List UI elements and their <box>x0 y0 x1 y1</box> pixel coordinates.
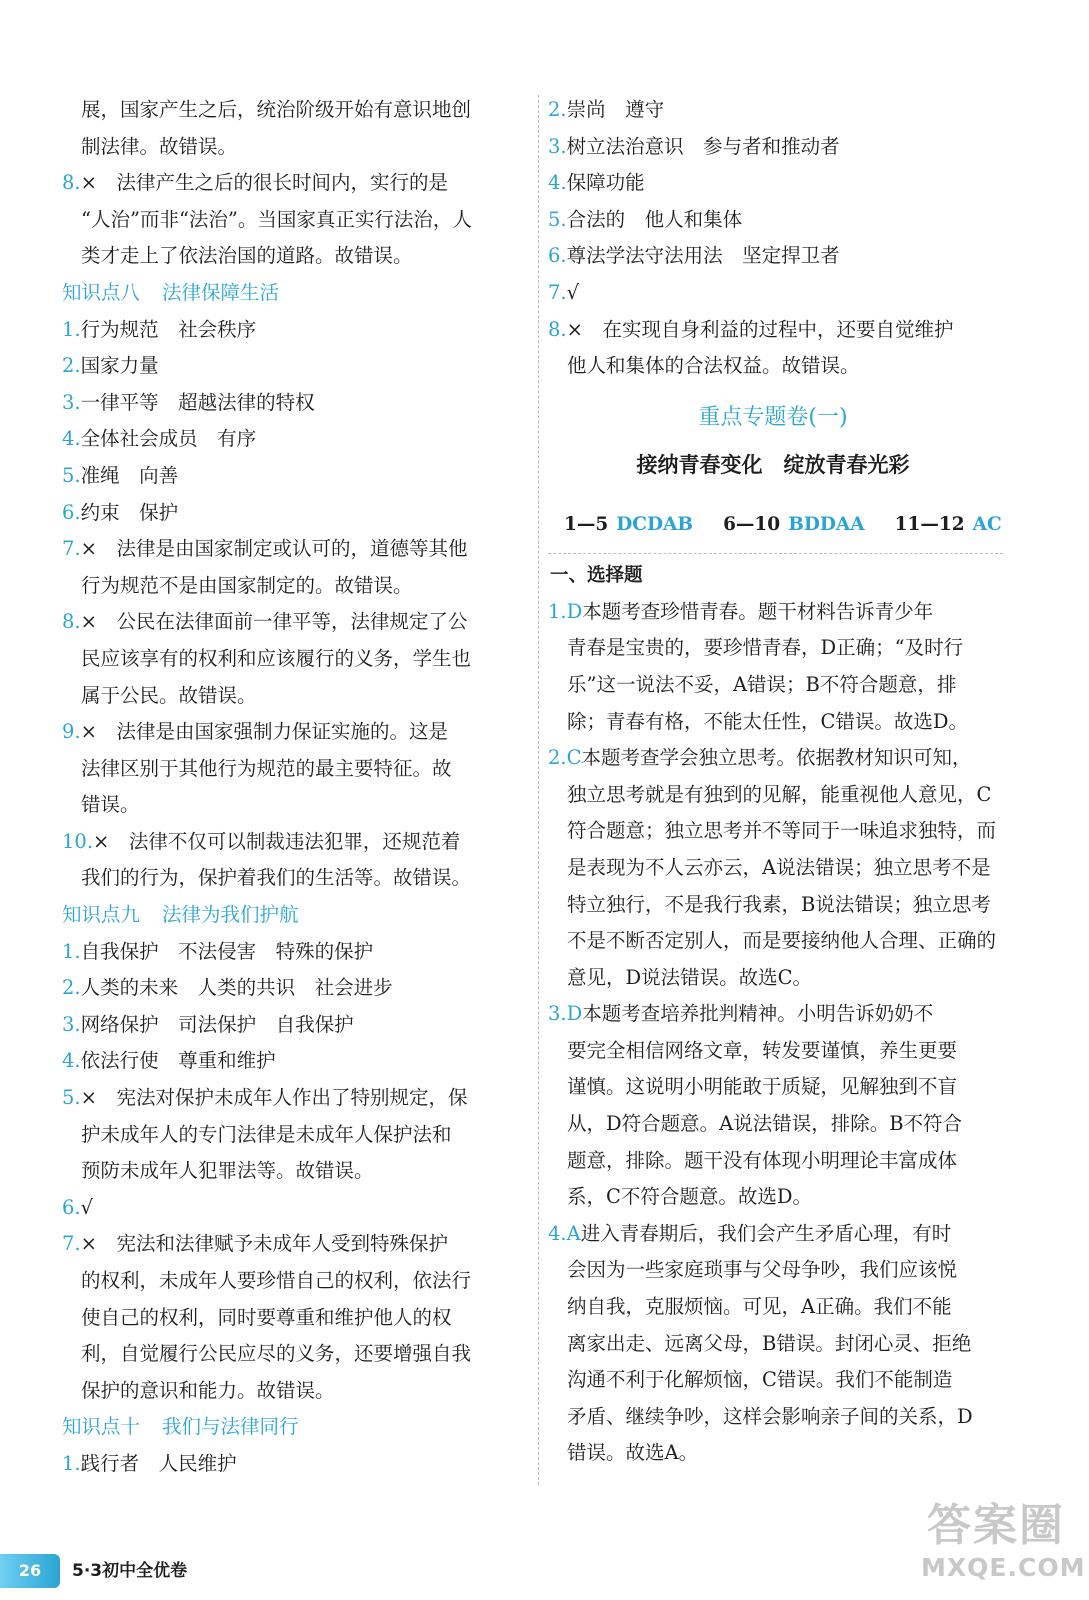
answer-line <box>548 1106 1018 1143</box>
answer-text: 符合题意；独立思考并不等同于一味追求独特，而 <box>567 819 997 843</box>
answer-line <box>62 604 524 641</box>
answer-text: 沟通不利于化解烦恼，C错误。我们不能制造 <box>567 1368 953 1392</box>
item-number: 9. <box>62 720 81 744</box>
answer-text: 要完全相信网络文章，转发要谨慎，养生更要 <box>567 1038 958 1062</box>
answer-text: 依法行使 尊重和维护 <box>80 1049 276 1073</box>
answer-text: 展，国家产生之后，统治阶级开始有意识地创 <box>81 98 472 121</box>
answer-text: 本题考查培养批判精神。小明告诉奶奶不 <box>582 1002 934 1026</box>
answer-text: 谨慎。这说明小明能敢于质疑，见解独到不盲 <box>567 1075 958 1099</box>
answer-text: 系，C不符合题意。故选D。 <box>567 1185 813 1209</box>
answer-line <box>62 714 524 751</box>
answer-text: 一律平等 超越法律的特权 <box>80 390 315 414</box>
answer-line <box>62 385 524 422</box>
answer-line <box>62 1007 524 1044</box>
answer-line <box>62 1263 524 1300</box>
right-column <box>548 92 1018 1472</box>
item-number: 3. <box>62 390 81 414</box>
answer-text: × 法律是由国家强制力保证实施的。这是 <box>80 720 448 744</box>
item-number: 8. <box>62 171 81 195</box>
answer-line <box>62 678 524 715</box>
watermark-logo: 答案圈 <box>927 1500 1065 1551</box>
answer-line <box>62 202 524 239</box>
answer-text: 行为规范 社会秩序 <box>80 317 257 341</box>
answer-line <box>62 312 524 349</box>
answer-text: × 宪法和法律赋予未成年人受到特殊保护 <box>80 1232 448 1256</box>
item-number: 4. <box>62 427 81 451</box>
answer-line <box>62 1117 524 1154</box>
answer-text: 保护的意识和能力。故错误。 <box>81 1378 335 1402</box>
item-number: 3. <box>62 1012 81 1036</box>
answer-line <box>62 348 524 385</box>
answer-text: 人类的未来 人类的共识 社会进步 <box>80 976 393 1000</box>
answer-line <box>548 594 1018 631</box>
item-number: 2. <box>548 98 567 121</box>
item-number: 4. <box>548 171 567 195</box>
knowledge-point-name: 法律保障生活 <box>162 280 280 304</box>
column-divider <box>538 95 539 1485</box>
answer-key-group <box>895 514 1002 535</box>
answer-line <box>62 495 524 532</box>
answer-text: “人治”而非“法治”。当国家真正实行法治，人 <box>81 207 472 231</box>
answer-line <box>62 1190 524 1227</box>
item-number: 7. <box>548 280 567 304</box>
answer-line <box>548 165 1018 202</box>
answer-line <box>548 850 1018 887</box>
answer-text: 约束 保护 <box>80 500 179 524</box>
answer-text: 尊法学法守法用法 坚定捍卫者 <box>566 244 840 268</box>
answer-line <box>62 568 524 605</box>
answer-text: 题意，排除。题干没有体现小明理论丰富成体 <box>567 1148 958 1172</box>
answer-key-group <box>564 514 693 535</box>
answer-text: 预防未成年人犯罪法等。故错误。 <box>81 1159 374 1183</box>
answer-line <box>548 887 1018 924</box>
answer-text: 乐”这一说法不妥，A错误；B不符合题意，排 <box>567 672 957 696</box>
answer-text: 的权利，未成年人要珍惜自己的权利，依法行 <box>81 1269 472 1292</box>
part-heading: 一、选择题 <box>550 564 643 586</box>
item-number: 4.A <box>548 1221 581 1245</box>
answer-line <box>548 129 1018 166</box>
answer-line <box>548 1435 1018 1472</box>
item-number: 5. <box>548 207 567 231</box>
knowledge-point-heading <box>62 1409 524 1446</box>
item-number: 1. <box>62 939 81 963</box>
answer-text: 制法律。故错误。 <box>81 134 238 158</box>
answer-line <box>548 92 1018 129</box>
answer-line <box>548 1362 1018 1399</box>
answer-key-answers: DCDAB <box>616 513 694 535</box>
answer-line <box>62 165 524 202</box>
answer-text: 法律区别于其他行为规范的最主要特征。故 <box>81 756 452 780</box>
item-number: 8. <box>62 610 81 634</box>
answer-key-range: 11—12 <box>894 513 965 535</box>
answer-line <box>62 531 524 568</box>
item-number: 3. <box>548 134 567 158</box>
answer-line <box>62 238 524 275</box>
answer-text: 青春是宝贵的，要珍惜青春，D正确；“及时行 <box>567 636 964 660</box>
answer-key-range: 6—10 <box>723 513 781 535</box>
answer-line <box>62 641 524 678</box>
answer-text: 除；青春有格，不能太任性，C错误。故选D。 <box>567 709 969 733</box>
answer-text: 行为规范不是由国家制定的。故错误。 <box>81 573 413 597</box>
knowledge-point-heading <box>62 275 524 312</box>
item-number: 3.D <box>548 1002 583 1026</box>
answer-line <box>548 1326 1018 1363</box>
answer-text: 准绳 向善 <box>80 463 179 487</box>
answer-text: 国家力量 <box>80 354 159 378</box>
answer-line <box>62 1336 524 1373</box>
answer-text: 是表现为不人云亦云，A说法错误；独立思考不是 <box>567 855 991 879</box>
item-number: 4. <box>62 1049 81 1073</box>
answer-line <box>62 787 524 824</box>
answer-text: × 在实现自身利益的过程中，还要自觉维护 <box>566 317 954 341</box>
answer-line <box>548 1216 1018 1253</box>
item-number: 1.D <box>548 599 583 623</box>
answer-line <box>62 1153 524 1190</box>
answer-text: 网络保护 司法保护 自我保护 <box>80 1012 354 1036</box>
answer-text: 自我保护 不法侵害 特殊的保护 <box>80 939 374 963</box>
answer-line <box>62 860 524 897</box>
knowledge-point-heading <box>62 897 524 934</box>
item-number: 6. <box>548 244 567 268</box>
answer-text: × 法律产生之后的很长时间内，实行的是 <box>80 171 448 195</box>
right-top-list <box>548 92 1018 385</box>
answer-text: 类才走上了依法治国的道路。故错误。 <box>81 244 413 268</box>
answer-line <box>548 996 1018 1033</box>
item-number: 2. <box>62 976 81 1000</box>
answer-text: 纳自我，克服烦恼。可见，A正确。我们不能 <box>567 1295 952 1319</box>
item-number: 2. <box>62 354 81 378</box>
answer-line <box>548 704 1018 741</box>
item-number: 6. <box>62 500 81 524</box>
item-number: 5. <box>62 463 81 487</box>
page-footer <box>0 1554 250 1588</box>
answer-text: 不是不断否定别人，而是要接纳他人合理、正确的 <box>567 929 997 953</box>
answer-line <box>62 458 524 495</box>
answer-text: 本题考查珍惜青春。题干材料告诉青少年 <box>582 599 934 623</box>
right-bottom-list <box>548 594 1018 1472</box>
answer-line <box>62 92 524 129</box>
answer-text: 民应该享有的权利和应该履行的义务，学生也 <box>81 646 472 670</box>
item-number: 6. <box>62 1195 81 1219</box>
answer-key-answers: AC <box>972 513 1002 535</box>
answer-line <box>62 934 524 971</box>
answer-text: 会因为一些家庭琐事与父母争吵，我们应该悦 <box>567 1258 958 1282</box>
answer-line <box>548 740 1018 777</box>
answer-text: √ <box>80 1195 94 1219</box>
answer-text: 意见，D说法错误。故选C。 <box>567 965 813 989</box>
answer-key-answers: BDDAA <box>788 513 865 535</box>
answer-text: 矛盾、继续争吵，这样会影响亲子间的关系，D <box>567 1404 973 1428</box>
watermark <box>921 1500 1086 1592</box>
knowledge-point-label: 知识点十 <box>62 1415 141 1439</box>
answer-line <box>548 960 1018 997</box>
answer-text: × 宪法对保护未成年人作出了特别规定，保 <box>80 1086 468 1110</box>
answer-line <box>62 421 524 458</box>
answer-line <box>548 348 1018 385</box>
answer-line <box>548 1289 1018 1326</box>
answer-key-range: 1—5 <box>564 513 609 535</box>
answer-line <box>548 1069 1018 1106</box>
answer-text: 使自己的权利，同时要尊重和维护他人的权 <box>81 1305 452 1329</box>
answer-key-group <box>723 514 865 535</box>
answer-text: × 法律是由国家制定或认可的，道德等其他 <box>80 537 468 561</box>
answer-line <box>548 1143 1018 1180</box>
answer-text: 错误。 <box>81 793 140 817</box>
answer-line <box>548 202 1018 239</box>
answer-text: 他人和集体的合法权益。故错误。 <box>567 354 860 378</box>
answer-text: 践行者 人民维护 <box>80 1451 237 1475</box>
item-number: 5. <box>62 1086 81 1110</box>
item-number: 2.C <box>548 746 582 770</box>
item-number: 10. <box>62 829 94 853</box>
watermark-url: MXQE.COM <box>921 1553 1086 1582</box>
answer-line <box>62 1226 524 1263</box>
answer-text: 进入青春期后，我们会产生矛盾心理，有时 <box>580 1221 952 1245</box>
answer-text: 离家出走、远离父母，B错误。封闭心灵、拒绝 <box>567 1331 972 1355</box>
answer-line <box>548 238 1018 275</box>
answer-key-divider <box>548 553 1003 554</box>
item-number: 7. <box>62 1232 81 1256</box>
answer-key <box>548 497 1018 553</box>
answer-line <box>62 751 524 788</box>
item-number: 1. <box>62 317 81 341</box>
answer-line <box>62 1080 524 1117</box>
answer-line <box>62 824 524 861</box>
answer-line <box>548 630 1018 667</box>
answer-line <box>548 275 1018 312</box>
answer-line <box>62 1043 524 1080</box>
answer-text: 合法的 他人和集体 <box>566 207 743 231</box>
answer-line <box>548 1033 1018 1070</box>
item-number: 1. <box>62 1451 81 1475</box>
answer-text: 树立法治意识 参与者和推动者 <box>566 134 840 158</box>
answer-line <box>62 1446 524 1483</box>
section-subtitle: 接纳青春变化 绽放青春光彩 <box>636 452 910 477</box>
series-name: 5·3初中全优卷 <box>72 1561 188 1581</box>
item-number: 7. <box>62 537 81 561</box>
answer-text: 护未成年人的专门法律是未成年人保护法和 <box>81 1122 452 1146</box>
answer-line <box>548 312 1018 349</box>
answer-text: 本题考查学会独立思考。依据教材知识可知， <box>581 746 972 770</box>
answer-line <box>548 1252 1018 1289</box>
answer-line <box>62 129 524 166</box>
answer-text: × 公民在法律面前一律平等，法律规定了公 <box>80 610 468 634</box>
answer-text: 错误。故选A。 <box>567 1441 699 1465</box>
section-title: 重点专题卷(一) <box>698 404 848 430</box>
knowledge-point-name: 法律为我们护航 <box>162 903 299 927</box>
answer-line <box>62 970 524 1007</box>
answer-text: 属于公民。故错误。 <box>81 683 257 707</box>
answer-text: 从，D符合题意。A说法错误，排除。B不符合 <box>567 1112 963 1136</box>
answer-line <box>62 1300 524 1337</box>
answer-line <box>62 1373 524 1410</box>
knowledge-point-label: 知识点八 <box>62 280 141 304</box>
answer-text: 特立独行，不是我行我素，B说法错误；独立思考 <box>567 892 991 916</box>
answer-line <box>548 1179 1018 1216</box>
answer-line <box>548 1399 1018 1436</box>
answer-line <box>548 667 1018 704</box>
knowledge-point-label: 知识点九 <box>62 903 141 927</box>
knowledge-point-name: 我们与法律同行 <box>162 1415 299 1439</box>
answer-line <box>548 813 1018 850</box>
answer-text: × 法律不仅可以制裁违法犯罪，还规范着 <box>93 829 461 853</box>
left-column <box>62 92 524 1483</box>
answer-text: 利，自觉履行公民应尽的义务，还要增强自我 <box>81 1342 472 1366</box>
answer-text: √ <box>566 280 580 304</box>
item-number: 8. <box>548 317 567 341</box>
answer-text: 我们的行为，保护着我们的生活等。故错误。 <box>81 866 472 890</box>
answer-line <box>548 777 1018 814</box>
answer-text: 独立思考就是有独到的见解，能重视他人意见，C <box>567 782 992 806</box>
page-number: 26 <box>0 1554 60 1588</box>
answer-text: 崇尚 遵守 <box>566 98 665 121</box>
answer-text: 全体社会成员 有序 <box>80 427 257 451</box>
answer-line <box>548 923 1018 960</box>
answer-text: 保障功能 <box>566 171 645 195</box>
